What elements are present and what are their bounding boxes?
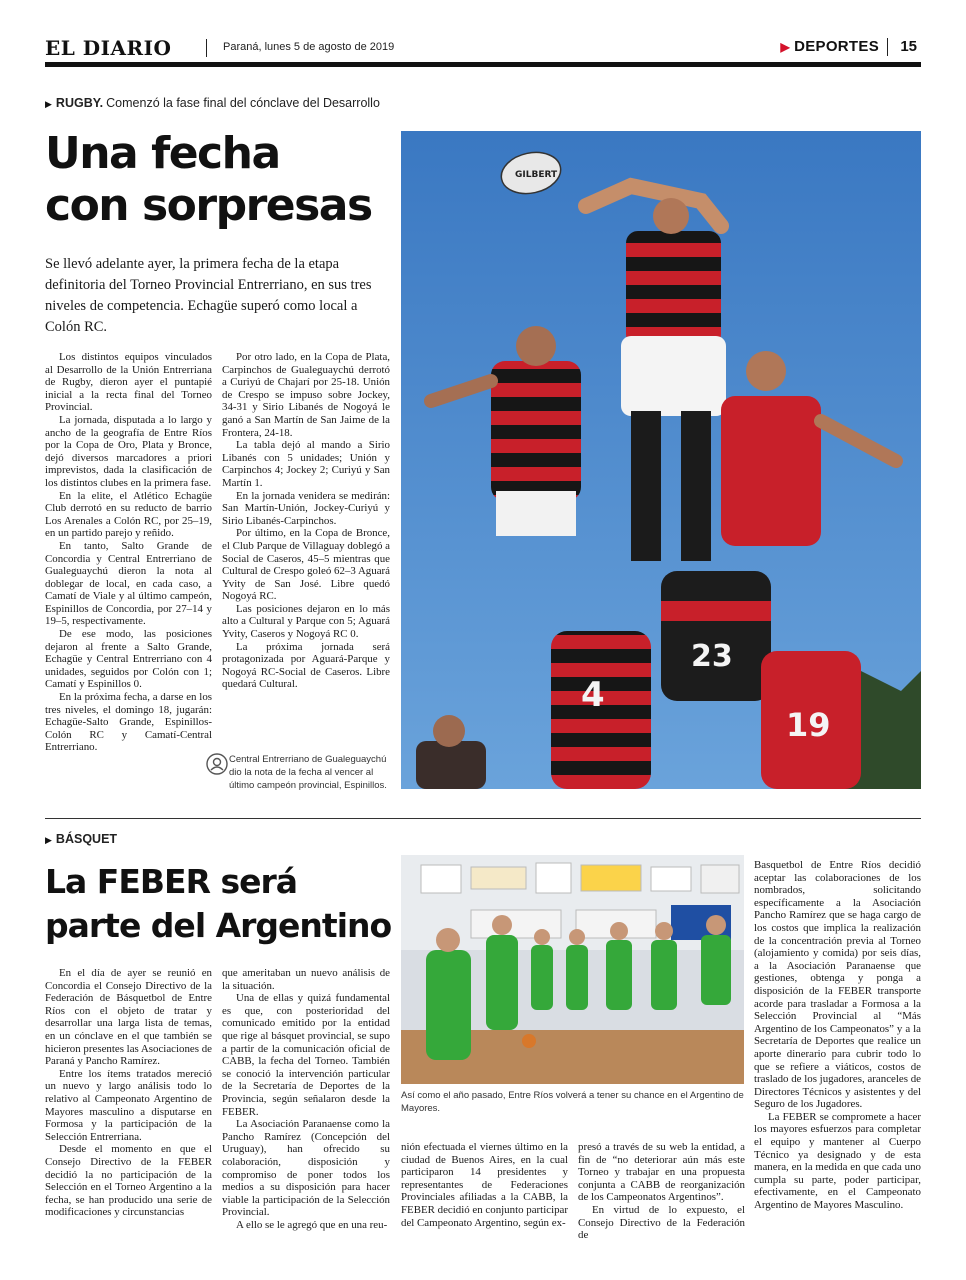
basket-kicker xyxy=(45,832,120,846)
paragraph: que ameritaban un nuevo análisis de la situación. xyxy=(222,967,390,992)
jersey-number: 19 xyxy=(786,706,831,744)
paragraph: En la jornada venidera se medirán: San Martín-Unión, Jockey-Curiyú y Sirio Libanés-Carpinchos. xyxy=(222,489,390,527)
paragraph: Una de ellas y quizá fundamental es que, con posterioridad del comunicado emitido por la entidad que rige al básquet provincial, se supo a partir de la comunicación oficial de CABB, la fecha del Torneo. También se conoció la intervención particular de la Secretaría de Deportes de la Provincia, según señalaron desde la FEBER. xyxy=(222,992,390,1118)
paragraph: A ello se le agregó que en una reu- xyxy=(236,1218,388,1231)
section-label xyxy=(781,38,879,55)
basket-column-1 xyxy=(45,967,212,1219)
paragraph: Entre los ítems tratados mereció un nuevo y largo análisis todo lo relativo al Campeonato Argentino de Mayores masculino a disputarse en Formosa y la participación de la Selección Entrerriana. xyxy=(45,1067,212,1143)
jersey-number: 4 xyxy=(581,675,605,715)
paragraph: Por otro lado, en la Copa de Plata, Carpinchos de Gualeguaychú derrotó a Curiyú de Chajarí por 25-18. Unión de Crespo se impuso sobre Jockey, 34-31 y Sirio Libanés de Nogoyá le ganó a San Martín de San Jaime de la Frontera, 24-18. xyxy=(222,351,390,439)
headline-line: La FEBER será xyxy=(45,862,298,901)
newspaper-logo: EL DIARIO xyxy=(45,36,172,60)
rugby-kicker xyxy=(45,96,380,110)
paragraph: Por último, en la Copa de Bronce, el Club Parque de Villaguay doblegó a Social de Caseros, 45–5 mientras que Cultural de Crespo goleó 62–3 Aguará Yvity de San José. Libre quedó Nogoyá RC. xyxy=(222,527,390,603)
player-23 xyxy=(661,571,771,701)
paragraph: En el día de ayer se reunió en Concordia el Consejo Directivo de la Federación de Básquetbol de Entre Ríos con el objeto de tratar y desarrollar una larga lista de temas, en un cónclave en el que también se hicieron presentes las Asociaciones de Paraná y Pancho Ramírez. xyxy=(45,967,212,1068)
paragraph: nión efectuada el viernes último en la ciudad de Buenos Aires, en la cual participaron 14 presidentes y representantes de Federaciones Provinciales afiliadas a la CABB, la FEBER decidió en conjunto participar del Campeonato Argentino, según ex- xyxy=(401,1141,568,1229)
basket-column-4 xyxy=(578,1141,745,1242)
headline-line: con sorpresas xyxy=(45,180,372,231)
player-4 xyxy=(551,631,651,789)
kicker-arrow-icon: ▶ xyxy=(45,835,52,845)
kicker-tag: RUGBY. xyxy=(55,96,104,110)
rugby-headline xyxy=(45,128,395,232)
rugby-lede: Se llevó adelante ayer, la primera fecha de la etapa definitoria del Torneo Provincial Entrerriano, en sus tres niveles de competencia. Echagüe superó como local a Colón RC. xyxy=(45,256,372,335)
paragraph: La próxima jornada será protagonizada por Aguará-Parque y Nogoyá RC-Social de Caseros. Libre quedará Cultural. xyxy=(222,640,390,691)
basket-headline xyxy=(45,860,395,948)
headline-line: Una fecha xyxy=(45,128,280,179)
paragraph: En virtud de lo expuesto, el Consejo Directivo de la Federación de xyxy=(578,1203,745,1242)
rugby-photo-illustration xyxy=(401,131,921,789)
section-divider xyxy=(45,818,921,819)
page-number: 15 xyxy=(900,38,917,55)
camera-icon xyxy=(206,753,228,775)
ball-brand: GILBERT xyxy=(515,170,558,180)
paragraph: La jornada, disputada a lo largo y ancho de la geografía de Entre Ríos por la Copa de Oro, Plata y Bronce, dejó diversos marcadores a priori imprevistos, dada la clasificación de los distintos clubes en la primera fase. xyxy=(45,413,212,489)
issue-date: Paraná, lunes 5 de agosto de 2019 xyxy=(223,41,395,53)
header-rule xyxy=(45,62,921,67)
kicker-arrow-icon: ▶ xyxy=(45,99,52,109)
page-header xyxy=(45,36,921,64)
paragraph: La Asociación Paranaense como la Pancho Ramírez (Concepción del Uruguay), han ofrecido su colaboración, disposición y compromiso de poner todos los medios a su disposición para hacer viable la participación de la Selección Provincial. xyxy=(222,1118,390,1219)
kicker-tag: BÁSQUET xyxy=(55,832,118,846)
section-name: DEPORTES xyxy=(794,38,879,55)
basket-photo-illustration xyxy=(401,855,744,1084)
section-arrow-icon: ▶ xyxy=(780,40,791,54)
rugby-column-1 xyxy=(45,351,212,754)
paragraph: La tabla dejó al mando a Sirio Libanés con 5 unidades; Unión y Carpinchos 4; Jockey 2; Curiyú y San Martín 1. xyxy=(222,439,390,489)
rugby-photo-caption: Central Entrerriano de Gualeguaychú dio la nota de la fecha al vencer al último campeón provincial, Espinillos. xyxy=(229,754,387,791)
basket-team-photo xyxy=(401,855,744,1084)
paragraph: Basquetbol de Entre Ríos decidió aceptar las colaboraciones de los nombrados, solicitando específicamente a la Asociación Pancho Ramírez que se haga cargo de los costos que implica la realización de la concentración previa al Torneo (alojamiento y comida) por seis días, a la Asociación Paranaense que gestiones, obtenga y ponga a disposición de la FEBER transporte acorde para trasladar a Formosa a la Selección Provincial al “Más Argentino de los Campeonatos” y a la Secretaría de Deportes que realice un aporte dinerario para cubrir todo lo que se refiere a viáticos, costos de traslado de los jugadores, aranceles de Directores Técnicos y asistentes y del Seguro de los Jugadores. xyxy=(754,859,921,1111)
rugby-lineout-photo xyxy=(401,131,921,789)
header-separator xyxy=(887,38,888,56)
paragraph: En tanto, Salto Grande de Concordia y Central Entrerriano de Gualeguaychú dieron la nota al doblegar de local, en cada caso, a Camatí de Viale y al último campeón, Espinillos de Concordia, por 27–14 y 19–5, respectivamente. xyxy=(45,539,212,628)
header-separator xyxy=(206,39,207,57)
headline-line: parte del Argentino xyxy=(45,906,392,945)
kicker-text: Comenzó la fase final del cónclave del Desarrollo xyxy=(106,96,380,110)
paragraph: De ese modo, las posiciones dejaron al frente a Salto Grande, Echagüe y Central Entrerriano con 4 unidades, seguidos por Colón con 1; Camatí y Espinillos 0. xyxy=(45,628,212,691)
rugby-column-2 xyxy=(222,351,390,691)
basket-photo-caption: Así como el año pasado, Entre Ríos volverá a tener su chance en el Argentino de Mayores. xyxy=(401,1090,744,1114)
paragraph: presó a través de su web la entidad, a fin de “no deteriorar aún más este Torneo y trabajar en una propuesta conjunta a CABB de reorganización de los Campeonatos Argentinos”. xyxy=(578,1141,745,1204)
paragraph: La FEBER se compromete a hacer los mayores esfuerzos para completar el equipo y mantener al Cuerpo Técnico ya designado y de esta manera, en la medida en que cada uno cumpla su parte, poder participar, efectivamente, en el Campeonato Argentino de Mayores Masculino. xyxy=(754,1110,921,1212)
player-19 xyxy=(761,651,861,789)
basket-column-5 xyxy=(754,859,921,1212)
basket-column-3 xyxy=(401,1141,568,1229)
paragraph: Desde el momento en que el Consejo Directivo de la FEBER decidió la no participación de la Selección en el Torneo Argentino a la fecha, se han producido una serie de modificaciones y circunstancias xyxy=(45,1143,212,1219)
paragraph: En la próxima fecha, a darse en los tres niveles, el domingo 18, jugarán: Echagüe-Salto Grande, Espinillos-Colón RC y Camatí-Central Entrerriano. xyxy=(45,691,212,754)
jersey-number: 23 xyxy=(691,639,733,674)
basketball xyxy=(522,1034,536,1048)
paragraph: Las posiciones dejaron en lo más alto a Cultural y Parque con 5; Aguará Yvity, Caseros y Nogoyá RC 0. xyxy=(222,602,390,641)
basket-column-2 xyxy=(222,967,390,1231)
paragraph: En la elite, el Atlético Echagüe Club derrotó en su reducto de barrio Los Arenales a Colón RC, por 25–19, en un partido parejo y reñido. xyxy=(45,489,212,540)
paragraph: Los distintos equipos vinculados al Desarrollo de la Unión Entrerriana de Rugby, dieron ayer el puntapié inicial a la recta final del Torneo Provincial. xyxy=(45,351,212,414)
